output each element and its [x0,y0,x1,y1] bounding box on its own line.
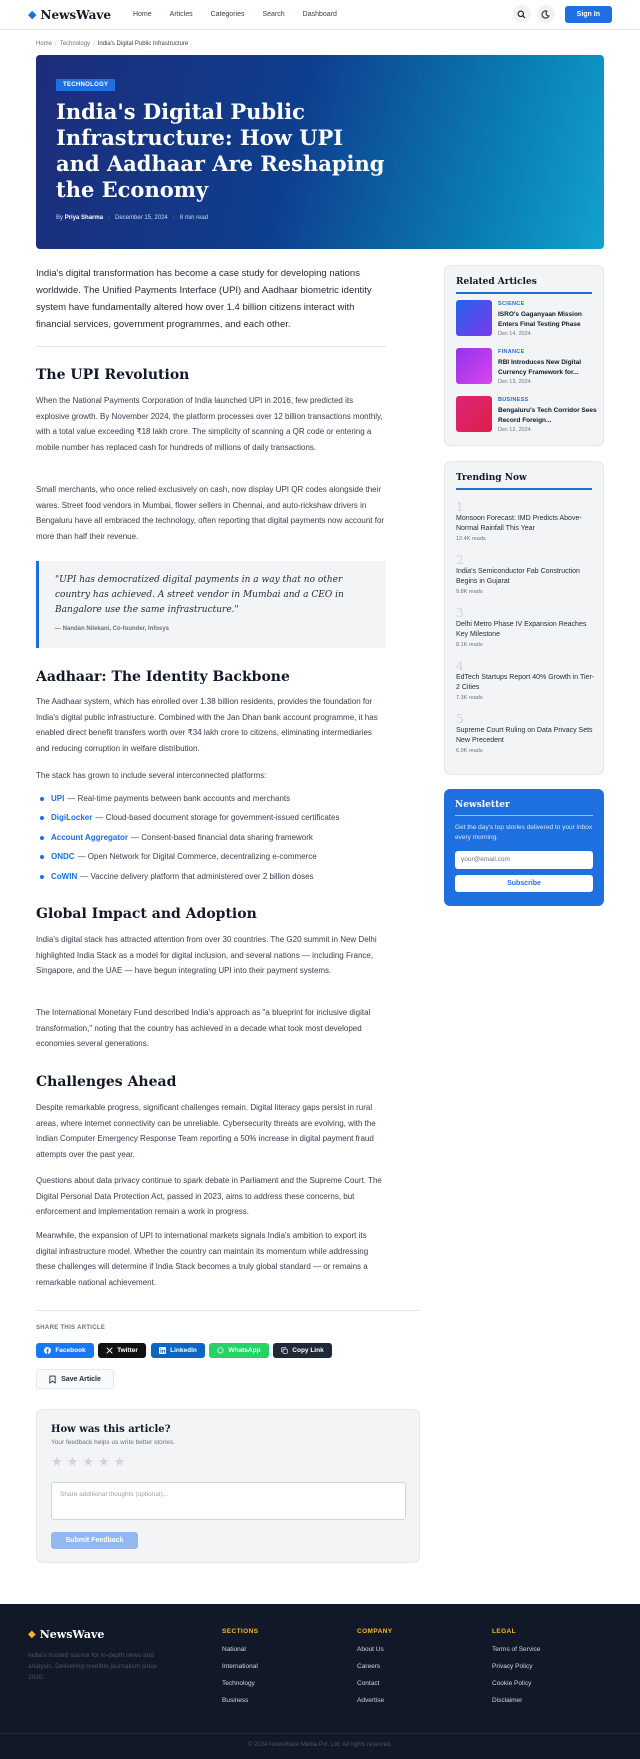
star-icon[interactable]: ★ [113,1454,126,1469]
paragraph: Despite remarkable progress, significant challenges remain. Digital literacy gaps persist in rural areas, where internet connectivity can be unreliable. Cybersecurity threats are evolving, with the Indian Computer Emergency Response Team reporting a 50% increase in digital payment fraud attempts over the past year. [36,1103,376,1159]
related-articles-card [444,265,604,446]
nav-home[interactable]: Home [132,11,152,18]
paragraph: The stack has grown to include several interconnected platforms: [36,771,267,780]
x-twitter-icon [106,1347,113,1354]
sign-in-button[interactable]: Sign In [565,6,612,23]
read-time: 8 min read [179,215,209,221]
breadcrumb-home[interactable]: Home [36,41,53,47]
footer-heading: LEGAL [492,1628,517,1635]
meta-separator: · [172,215,175,221]
list-item [36,872,396,881]
trending-views: 6.9K reads [456,748,483,754]
trending-headline: Delhi Metro Phase IV Expansion Reaches Key Milestone [456,621,587,638]
related-headline: Bengaluru's Tech Corridor Sees Record Foreign... [498,407,597,424]
paragraph: Meanwhile, the expansion of UPI to international markets signals India's ambition to export its digital infrastructure model. Whether the country can maintain its momentum while addressing these challenges will determine if India Stack becomes a truly global standard — or remains a remarkable national achievement. [36,1231,369,1287]
search-icon[interactable] [513,5,531,23]
title-underline [455,815,593,816]
save-article-label: Save Article [61,1375,101,1383]
trending-views: 7.3K reads [456,695,483,701]
top-navbar [0,0,640,30]
copy-icon [281,1347,288,1354]
diamond-icon: ◆ [28,1629,36,1640]
bullet [40,855,44,859]
trending-views: 8.1K reads [456,642,483,648]
list-item-text: — Real-time payments between bank accounts and merchants [67,794,291,803]
related-date: Dec 14, 2024 [498,331,531,337]
share-label: SHARE THIS ARTICLE [36,1325,106,1331]
list-item-link[interactable]: DigiLocker [51,813,93,822]
newsletter-email-input[interactable]: your@email.com [455,851,593,869]
trending-rank: 3 [456,606,464,620]
trending-item[interactable] [456,554,596,595]
bullet [40,816,44,820]
newsletter-card [444,789,604,906]
save-article-button[interactable] [36,1369,114,1389]
bullet [40,797,44,801]
footer-link[interactable]: Cookie Policy [492,1680,532,1687]
related-thumbnail [456,300,492,336]
author-name[interactable]: Priya Sharma [64,215,104,221]
quote-author: — Nandan Nilekani, Co-founder, Infosys [55,626,170,632]
footer-link[interactable]: Privacy Policy [492,1663,533,1670]
paragraph: The International Monetary Fund described India's approach as "a blueprint for inclusive digital transformation," noting that the country has achieved in a decade what took most developed economies several generations. [36,1008,371,1048]
copy-link-button[interactable] [273,1343,332,1358]
related-date: Dec 13, 2024 [498,379,531,385]
feedback-card [36,1409,420,1563]
list-item [36,813,396,822]
share-facebook-button[interactable] [36,1343,94,1358]
footer-link[interactable]: National [222,1646,246,1653]
trending-item[interactable] [456,607,596,648]
submit-feedback-button[interactable]: Submit Feedback [51,1532,138,1549]
list-item-link[interactable]: UPI [51,794,65,803]
share-whatsapp-label: WhatsApp [228,1347,261,1354]
list-item-text: — Cloud-based document storage for government-issued certificates [95,813,340,822]
list-item-link[interactable]: ONDC [51,852,75,861]
related-category: FINANCE [498,349,525,355]
paragraph: When the National Payments Corporation of India launched UPI in 2016, few predicted its explosive growth. By November 2024, the platform processes over 12 billion transactions monthly, with a total value exceeding ₹18 lakh crore. The simplicity of scanning a QR code or entering a mobile number has replaced cash for hundreds of millions of daily transactions. [36,396,383,452]
copyright: © 2024 NewsWave Media Pvt. Ltd. All rights reserved. [0,1733,640,1748]
diamond-icon: ◆ [28,8,37,21]
footer-link[interactable]: Disclaimer [492,1697,523,1704]
article-title: India's Digital Public Infrastructure: How UPI and Aadhaar Are Reshaping the Economy [56,99,385,202]
section-heading-aadhaar: Aadhaar: The Identity Backbone [36,669,290,685]
title-underline [456,488,592,490]
whatsapp-icon [217,1347,224,1354]
newsletter-title: Newsletter [455,800,510,810]
footer-logo[interactable] [28,1628,104,1641]
trending-item[interactable] [456,501,596,542]
footer-company [357,1628,393,1714]
breadcrumb-technology[interactable]: Technology [59,41,91,47]
trending-item[interactable] [456,713,596,754]
footer-link[interactable]: Advertise [357,1697,385,1704]
paragraph: India's digital stack has attracted attention from over 30 countries. The G20 summit in New Delhi highlighted India Stack as a model for digital inclusion, and several nations — including France, Singapore, and the UAE — have begun integrating UPI into their payment systems. [36,935,377,975]
nav-search[interactable]: Search [262,11,285,18]
trending-title: Trending Now [456,473,527,483]
feedback-title: How was this article? [51,1424,171,1435]
footer-link[interactable]: About Us [357,1646,384,1653]
nav-categories[interactable]: Categories [210,11,245,18]
paragraph: Small merchants, who once relied exclusively on cash, now display UPI QR codes alongside their wares. Street food vendors in Mumbai, flower sellers in Chennai, and auto-rickshaw drivers in Bengaluru have all embraced the technology, often reporting that digital payments now account for more than half their revenue. [36,485,385,541]
hero-banner [36,55,604,249]
breadcrumb-separator: / [93,41,95,47]
star-icon[interactable]: ★ [51,1454,63,1469]
pull-quote [36,561,386,648]
publish-date: December 15, 2024 [115,215,168,221]
divider [36,1310,420,1311]
paragraph: The Aadhaar system, which has enrolled over 1.38 billion residents, provides the foundation for India's digital public infrastructure. Combined with the Jan Dhan bank account programme, it has enabled direct benefit transfers worth over ₹34 lakh crore to citizens, eliminating intermediaries and reducing corruption in welfare distribution. [36,697,378,753]
related-title: Related Articles [456,277,537,287]
share-facebook-label: Facebook [55,1347,86,1354]
category-tag[interactable]: TECHNOLOGY [56,79,115,91]
share-linkedin-label: LinkedIn [170,1347,197,1354]
main-nav [133,11,355,18]
bullet [40,836,44,840]
moon-icon[interactable] [537,5,555,23]
brand-name: NewsWave [40,7,111,22]
list-item-text: — Consent-based financial data sharing framework [131,833,313,842]
nav-dashboard[interactable]: Dashboard [302,11,337,18]
star-icon[interactable]: ★ [97,1454,110,1469]
footer-heading: COMPANY [357,1628,393,1635]
breadcrumb-current: India's Digital Public Infrastructure [97,41,189,47]
related-category: BUSINESS [498,397,529,403]
copy-link-label: Copy Link [292,1347,324,1354]
footer-description: India's trusted source for in-depth news and analysis. Delivering credible journalism since 2020. [28,1652,157,1681]
feedback-textarea[interactable]: Share additional thoughts (optional)... [51,1482,406,1520]
trending-item[interactable] [456,660,596,701]
related-thumbnail [456,348,492,384]
trending-rank: 5 [456,712,464,726]
subscribe-button[interactable]: Subscribe [455,875,593,892]
related-item[interactable] [456,300,596,338]
facebook-icon [44,1347,51,1354]
newsletter-description: Get the day's top stories delivered to your inbox every morning. [455,824,593,841]
feedback-subtitle: Your feedback helps us write better stories. [51,1439,176,1446]
trending-views: 12.4K reads [456,536,486,542]
related-thumbnail [456,396,492,432]
share-linkedin-button[interactable] [151,1343,205,1358]
site-logo[interactable] [28,8,111,22]
paragraph: Questions about data privacy continue to spark debate in Parliament and the Supreme Court. The Digital Personal Data Protection Act, passed in 2023, aims to address these concerns, but enforcement and implementation remain a work in progress. [36,1176,382,1216]
breadcrumb [36,41,188,47]
footer-link[interactable]: Business [222,1697,249,1704]
trending-views: 9.8K reads [456,589,483,595]
breadcrumb-separator: / [55,41,57,47]
related-category: SCIENCE [498,301,525,307]
trending-headline: India's Semiconductor Fab Construction Begins in Gujarat [456,568,580,585]
divider [36,346,386,347]
trending-card [444,461,604,775]
title-underline [456,292,592,294]
article-meta [56,215,208,221]
trending-headline: Supreme Court Ruling on Data Privacy Sets New Precedent [456,727,593,744]
list-item-link[interactable]: Account Aggregator [51,833,129,842]
list-item [36,794,396,803]
trending-rank: 4 [456,659,464,673]
quote-text: "UPI has democratized digital payments in a way that no other country has achieved. A street vendor in Mumbai and a CEO in Bangalore use the same infrastructure." [55,575,344,615]
footer-link[interactable]: Technology [222,1680,255,1687]
footer-sections [222,1628,258,1714]
trending-rank: 2 [456,553,464,567]
trending-headline: EdTech Startups Report 40% Growth in Tier-2 Cities [456,674,595,691]
share-twitter-label: Twitter [117,1347,138,1354]
star-icon[interactable]: ★ [82,1454,94,1469]
list-item-link[interactable]: CoWIN [51,872,78,881]
related-headline: ISRO's Gaganyaan Mission Enters Final Testing Phase [498,311,582,328]
related-date: Dec 12, 2024 [498,427,531,433]
section-heading-challenges: Challenges Ahead [36,1074,177,1090]
footer-brand: NewsWave [39,1628,105,1641]
trending-headline: Monsoon Forecast: IMD Predicts Above-Normal Rainfall This Year [456,515,582,532]
footer-link[interactable]: International [222,1663,258,1670]
site-footer [0,1604,640,1759]
article-lead: India's digital transformation has become a case study for developing nations worldwide. The Unified Payments Interface (UPI) and Aadhaar biometric identity system have fundamentally altered how over 1.4 billion citizens interact with financial services, government programmes, and each other. [36,268,372,330]
footer-link[interactable]: Contact [357,1680,380,1687]
linkedin-icon [159,1347,166,1354]
nav-articles[interactable]: Articles [169,11,193,18]
list-item [36,852,396,861]
footer-legal [492,1628,540,1714]
related-headline: RBI Introduces New Digital Currency Framework for... [498,359,582,376]
list-item [36,833,396,842]
share-twitter-button[interactable] [98,1343,146,1358]
by-label: By [56,215,64,221]
bookmark-icon [49,1375,56,1384]
meta-separator: · [108,215,111,221]
section-heading-global: Global Impact and Adoption [36,906,257,922]
related-item[interactable] [456,348,596,386]
footer-link[interactable]: Terms of Service [492,1646,541,1653]
footer-link[interactable]: Careers [357,1663,381,1670]
related-item[interactable] [456,396,596,434]
section-heading-upi: The UPI Revolution [36,367,190,383]
star-icon[interactable]: ★ [66,1454,79,1469]
trending-rank: 1 [456,500,464,514]
share-whatsapp-button[interactable] [209,1343,269,1358]
list-item-text: — Open Network for Digital Commerce, decentralizing e-commerce [77,852,317,861]
list-item-text: — Vaccine delivery platform that administered over 2 billion doses [80,872,314,881]
star-rating [51,1454,125,1470]
bullet [40,875,44,879]
footer-heading: SECTIONS [222,1628,259,1635]
